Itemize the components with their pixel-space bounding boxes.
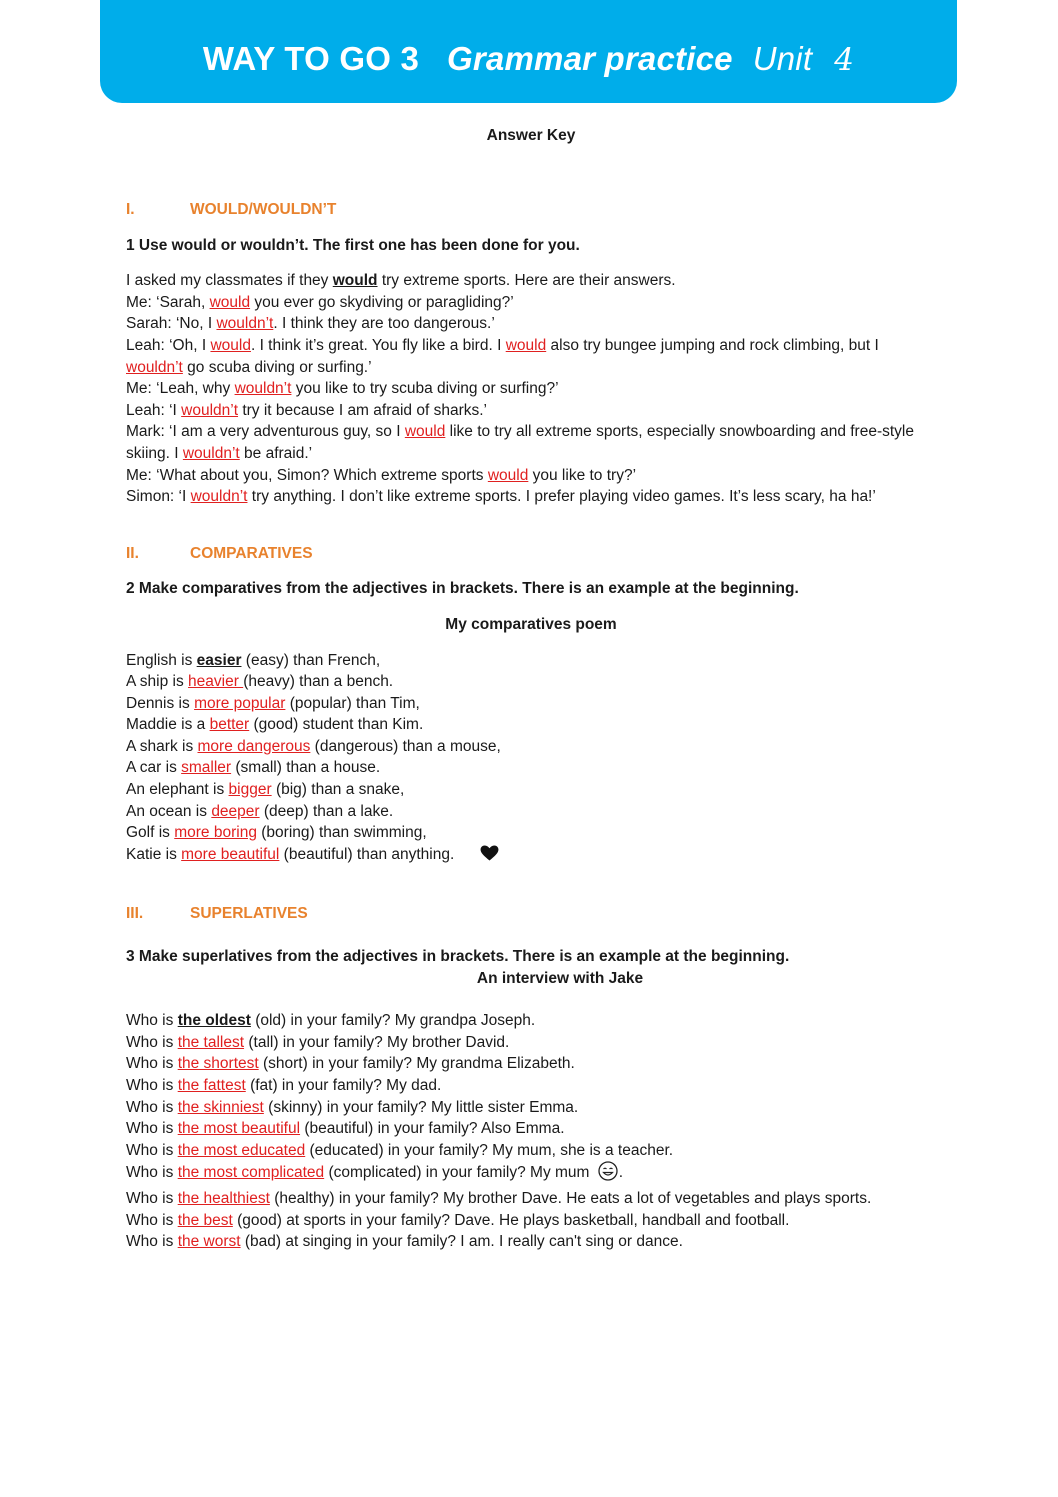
- line-text: An ocean is: [126, 802, 212, 820]
- unit-number: 4: [834, 42, 855, 78]
- answer-word: deeper: [211, 802, 260, 820]
- answer-line: [126, 671, 936, 693]
- line-text: Who is: [126, 1012, 178, 1030]
- answer-word: wouldn’t: [190, 488, 248, 506]
- answer-line: [126, 1097, 936, 1119]
- page-title: Answer Key: [486, 127, 576, 144]
- line-text: Who is: [126, 1120, 178, 1138]
- line-text: Maddie is a: [126, 716, 210, 734]
- example-answer: the oldest: [177, 1012, 251, 1030]
- exercise-3-lines: [126, 1010, 936, 1253]
- answer-line: [126, 822, 936, 844]
- line-text: (beautiful) in your family? Also Emma.: [300, 1120, 565, 1138]
- poem-title: My comparatives poem: [445, 615, 617, 633]
- answer-line: [126, 650, 936, 672]
- line-text: Leah: ‘I: [126, 401, 182, 419]
- line-text: Who is: [126, 1098, 178, 1116]
- line-text: (healthy) in your family? My brother Dave. He eats a lot of vegetables and plays sports.: [269, 1189, 872, 1207]
- answer-word: the skinniest: [177, 1098, 264, 1116]
- answer-word: the fattest: [177, 1077, 246, 1094]
- line-text: (good) student than Kim.: [249, 716, 424, 734]
- line-text: . I think they are too dangerous.’: [273, 315, 495, 333]
- line-text: An elephant is: [126, 781, 229, 799]
- answer-word: the most beautiful: [177, 1120, 301, 1138]
- section-title: COMPARATIVES: [190, 544, 313, 562]
- answer-line: [126, 1161, 936, 1188]
- answer-line: [126, 313, 936, 335]
- answer-line: [126, 421, 936, 464]
- line-text: Who is: [126, 1141, 178, 1159]
- answer-line: [126, 465, 936, 487]
- answer-line: [126, 1140, 936, 1162]
- exercise-1-instruction: 1 Use would or wouldn’t. The first one has been done for you.: [126, 236, 580, 254]
- answer-line: [126, 1210, 936, 1232]
- answer-line: [126, 1053, 936, 1075]
- line-text: Simon: ‘I: [126, 488, 191, 506]
- line-text: (popular) than Tim,: [285, 694, 420, 712]
- line-text: (educated) in your family? My mum, she is a teacher.: [305, 1141, 674, 1159]
- line-text: (boring) than swimming,: [256, 824, 427, 842]
- section-heading-superlatives: [126, 903, 936, 925]
- line-text: (tall) in your family? My brother David.: [244, 1033, 510, 1051]
- line-text: Sarah: ‘No, I: [126, 315, 217, 333]
- header-subtitle: Grammar practice: [447, 40, 733, 77]
- line-text: Who is: [126, 1033, 178, 1051]
- section-number: I.: [126, 201, 135, 218]
- answer-word: wouldn’t: [181, 401, 239, 419]
- answer-line: [126, 335, 936, 378]
- section-heading-comparatives: [126, 543, 936, 565]
- answer-line: [126, 1188, 936, 1210]
- header-title: [100, 40, 957, 78]
- answer-word: wouldn’t: [216, 315, 274, 333]
- answer-word: wouldn’t: [182, 444, 240, 462]
- line-text: Who is: [126, 1189, 178, 1207]
- answer-line: [126, 757, 936, 779]
- answer-word: more boring: [174, 824, 257, 842]
- answer-word: more dangerous: [197, 737, 311, 755]
- answer-line: [126, 714, 936, 736]
- line-text: (skinny) in your family? My little sister Emma.: [263, 1098, 579, 1116]
- line-text: you like to try?’: [528, 466, 637, 484]
- line-text: you ever go skydiving or paragliding?’: [250, 293, 514, 311]
- exercise-3-instruction: 3 Make superlatives from the adjectives in brackets. There is an example at the beginning.: [126, 948, 790, 966]
- answer-word: would: [210, 336, 251, 354]
- answer-line: [126, 779, 936, 801]
- section-title: WOULD/WOULDN’T: [190, 201, 337, 218]
- line-text: try extreme sports. Here are their answers.: [377, 272, 676, 290]
- line-text: Who is: [126, 1077, 178, 1094]
- answer-word: would: [209, 293, 251, 311]
- line-text: English is: [126, 651, 197, 669]
- line-text: Me: ‘Sarah,: [126, 293, 210, 311]
- line-text: Golf is: [126, 824, 175, 842]
- line-text: (big) than a snake,: [271, 781, 405, 799]
- unit-label: Unit: [752, 40, 813, 77]
- line-text: (heavy) than a bench.: [243, 673, 394, 691]
- line-text: Mark: ‘I am a very adventurous guy, so I: [126, 423, 405, 441]
- line-text: like to try all extreme sports, especially snowboarding and free-style skiing. I: [126, 423, 914, 462]
- answer-word: would: [505, 336, 547, 354]
- line-text: be afraid.’: [239, 444, 313, 462]
- answer-word: the shortest: [177, 1055, 259, 1073]
- section-number: III.: [126, 905, 144, 923]
- exercise-1-lines: [126, 270, 936, 508]
- answer-line: [126, 801, 936, 823]
- line-text: go scuba diving or surfing.’: [182, 358, 372, 376]
- line-text: (dangerous) than a mouse,: [310, 737, 501, 755]
- section-title: SUPERLATIVES: [190, 905, 308, 923]
- answer-key-body: [126, 125, 936, 1253]
- line-text: (beautiful) than anything.: [279, 845, 455, 863]
- answer-word: more popular: [194, 694, 286, 712]
- line-text: you like to try scuba diving or surfing?’: [291, 380, 559, 398]
- answer-word: wouldn’t: [126, 358, 183, 376]
- line-text: Leah: ‘Oh, I: [126, 336, 211, 354]
- answer-word: bigger: [228, 781, 272, 799]
- line-text: I asked my classmates if they: [126, 272, 333, 290]
- answer-line: [126, 1032, 936, 1054]
- answer-word: the most educated: [177, 1141, 306, 1159]
- answer-word: would: [404, 423, 446, 441]
- exercise-2-lines: [126, 650, 936, 868]
- line-text: (deep) than a lake.: [259, 802, 394, 820]
- answer-word: would: [487, 466, 529, 484]
- line-text: (easy) than French,: [241, 651, 381, 669]
- answer-word: the worst: [177, 1233, 241, 1251]
- line-text: A ship is: [126, 673, 189, 691]
- answer-line: [126, 1010, 936, 1032]
- answer-line: [126, 400, 936, 422]
- line-text: Me: ‘Leah, why: [126, 380, 235, 398]
- answer-line: [126, 378, 936, 400]
- answer-word: the most complicated: [177, 1164, 325, 1182]
- answer-line: [126, 486, 936, 508]
- line-text: .: [618, 1164, 624, 1182]
- answer-line: [126, 292, 936, 314]
- line-text: (fat) in your family? My dad.: [245, 1077, 442, 1094]
- answer-line: [126, 844, 936, 868]
- heart-icon: [480, 845, 499, 868]
- answer-word: more beautiful: [181, 845, 280, 863]
- answer-line: [126, 1118, 936, 1140]
- example-answer: would: [332, 272, 378, 290]
- line-text: Me: ‘What about you, Simon? Which extreme sports: [126, 466, 488, 484]
- line-text: Who is: [126, 1055, 178, 1073]
- line-text: . I think it’s great. You fly like a bird. I: [250, 336, 506, 354]
- answer-word: heavier: [188, 673, 244, 691]
- line-text: (small) than a house.: [231, 759, 381, 777]
- line-text: A shark is: [126, 737, 198, 755]
- line-text: (bad) at singing in your family? I am. I really can't sing or dance.: [240, 1233, 683, 1251]
- answer-word: wouldn’t: [234, 380, 292, 398]
- answer-line: [126, 1231, 936, 1253]
- answer-word: smaller: [181, 759, 232, 777]
- answer-word: the tallest: [177, 1033, 245, 1051]
- line-text: (short) in your family? My grandma Elizabeth.: [258, 1055, 575, 1073]
- brand-name: WAY TO GO 3: [202, 40, 420, 77]
- line-text: (old) in your family? My grandpa Joseph.: [250, 1012, 536, 1030]
- line-text: Who is: [126, 1233, 178, 1251]
- line-text: Who is: [126, 1211, 178, 1229]
- line-text: (complicated) in your family? My mum: [324, 1164, 594, 1182]
- line-text: Katie is: [126, 845, 182, 863]
- section-number: II.: [126, 544, 139, 562]
- line-text: also try bungee jumping and rock climbing, but I: [546, 336, 879, 354]
- answer-word: better: [209, 716, 250, 734]
- exercise-2-instruction: 2 Make comparatives from the adjectives in brackets. There is an example at the beginning.: [126, 580, 799, 598]
- answer-word: the healthiest: [177, 1189, 270, 1207]
- line-text: try anything. I don’t like extreme sports. I prefer playing video games. It’s less scary, ha ha!’: [247, 488, 876, 506]
- line-text: try it because I am afraid of sharks.’: [238, 401, 487, 419]
- line-text: Who is: [126, 1164, 178, 1182]
- section-heading-would: [126, 199, 936, 221]
- example-answer: easier: [196, 651, 242, 669]
- line-text: Dennis is: [126, 694, 195, 712]
- answer-line: [126, 1075, 936, 1097]
- answer-word: the best: [177, 1211, 233, 1229]
- answer-line: [126, 270, 936, 292]
- interview-title: An interview with Jake: [476, 969, 644, 987]
- header-banner: [100, 0, 957, 103]
- answer-line: [126, 736, 936, 758]
- line-text: A car is: [126, 759, 182, 777]
- answer-line: [126, 693, 936, 715]
- line-text: (good) at sports in your family? Dave. He plays basketball, handball and football.: [232, 1211, 790, 1229]
- smiley-icon: [598, 1161, 618, 1188]
